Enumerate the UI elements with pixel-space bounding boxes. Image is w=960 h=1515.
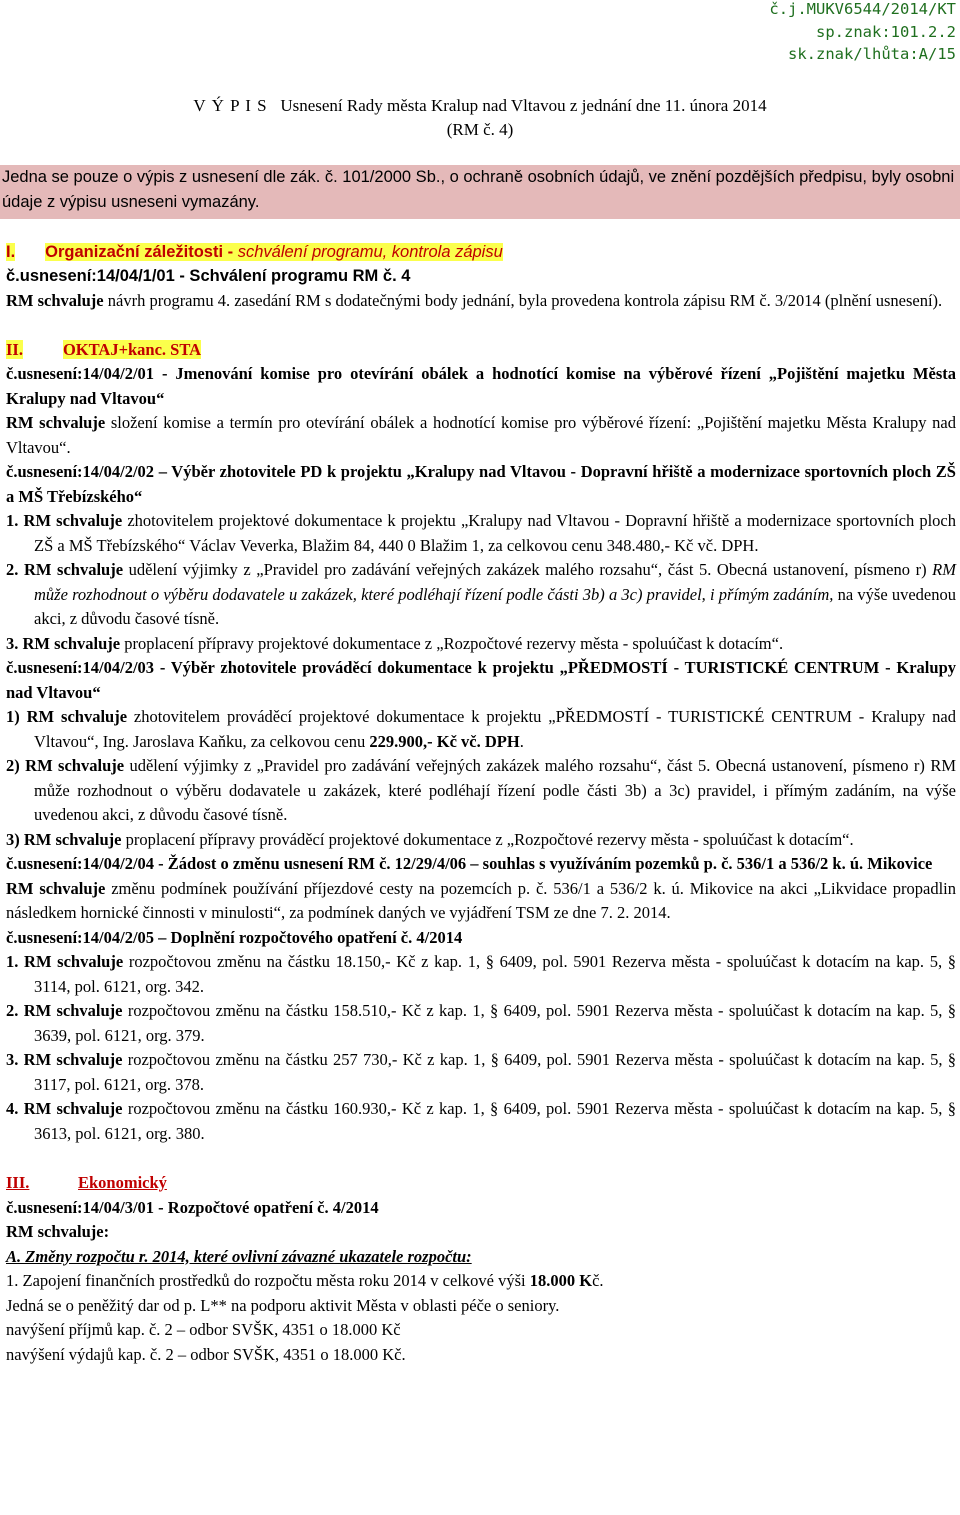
section-1-title: Organizační záležitosti -: [45, 243, 238, 261]
item-lead: 2. RM schvaluje: [6, 560, 124, 579]
item-body: rozpočtovou změnu na částku 160.930,- Kč z kap. 1, § 6409, pol. 5901 Rezerva města - spoluúčast k dotacím na kap. 5, § 3613, pol. 6121, org. 380.: [34, 1099, 956, 1143]
resolution-lead: RM schvaluje: [6, 878, 106, 898]
resolution-3-01-heading: č.usnesení:14/04/3/01 - Rozpočtové opatření č. 4/2014: [6, 1197, 379, 1217]
document-body: [6, 240, 956, 1367]
title-line-1: [0, 94, 960, 118]
item-body-end: na výše uvedenou akci, z důvodu časové tísně.: [34, 584, 956, 628]
section-2-title: OKTAJ+kanc. STA: [62, 340, 202, 359]
item-lead: 3) RM schvaluje: [6, 829, 122, 849]
item-body: rozpočtovou změnu na částku 158.510,- Kč z kap. 1, § 6409, pol. 5901 Rezerva města - spoluúčast k dotacím na kap. 5, § 3639, pol. 6121, org. 379.: [34, 1001, 956, 1045]
title-lead: V Ý P I S: [193, 96, 268, 115]
item-lead: 2. RM schvaluje: [6, 1001, 123, 1020]
section-3-number: III.: [6, 1173, 30, 1192]
budget-changes-subheading: A. Změny rozpočtu r. 2014, které ovlivní závazné ukazatele rozpočtu:: [6, 1246, 472, 1266]
resolution-body: složení komise a termín pro otevírání obálek a hodnotící komise pro výběrové řízení: „Pojištění majetku Města Kralupy nad Vltavou“.: [6, 413, 956, 457]
resolution-1-01-text: [6, 289, 956, 314]
budget-line-4: navýšení výdajů kap. č. 2 – odbor SVŠK, 4351 o 18.000 Kč.: [6, 1344, 406, 1364]
item-price: 229.900,- Kč vč. DPH: [369, 731, 520, 751]
resolution-2-02-item-2: [6, 558, 956, 632]
ref-line-mark: sp.znak:101.2.2: [816, 22, 956, 41]
budget-line-3: navýšení příjmů kap. č. 2 – odbor SVŠK, 4351 o 18.000 Kč: [6, 1320, 401, 1339]
item-lead: 4. RM schvaluje: [6, 1099, 123, 1118]
resolution-2-02-item-1: [6, 509, 956, 558]
resolution-2-05-item-3: [6, 1048, 956, 1097]
item-body: zhotovitelem projektové dokumentace k projektu „Kralupy nad Vltavou - Dopravní hřiště a modernizace sportovních ploch ZŠ a MŠ Třebízského“ Václav Veverka, Blažim 84, 440 0 Blažim 1, za celkovou cenu 348.480,- Kč vč. DPH.: [34, 511, 956, 555]
resolution-lead: RM schvaluje: [6, 290, 104, 310]
item-body: rozpočtovou změnu na částku 257 730,- Kč z kap. 1, § 6409, pol. 5901 Rezerva města - spoluúčast k dotacím na kap. 5, § 3117, pol. 6121, org. 378.: [34, 1050, 956, 1094]
resolution-body: změnu podmínek používání příjezdové cesty na pozemcích p. č. 536/1 a 536/2 k. ú. Mikovice na akci „Likvidace propadlin následkem hornické činnosti v minulosti“, za podmínek daných ve vyjádření TSM ze dne 7. 2. 2014.: [6, 878, 956, 922]
section-1-number: I.: [6, 243, 16, 261]
privacy-notice: Jedna se pouze o výpis z usnesení dle zák. č. 101/2000 Sb., o ochraně osobních údajů, ve znění pozdějších předpisu, byly osobni údaje z výpisu usneseni vymazány.: [0, 165, 960, 219]
resolution-2-05-item-2: [6, 999, 956, 1048]
resolution-body: návrh programu 4. zasedání RM s dodatečnými body jednání, byla provedena kontrola zápisu RM č. 3/2014 (plnění usnesení).: [103, 290, 943, 310]
title-line-2: (RM č. 4): [446, 120, 514, 139]
budget-line-1-end: č.: [592, 1271, 604, 1290]
item-body: proplacení přípravy prováděcí projektové dokumentace z „Rozpočtové rezervy města - spoluúčast k dotacím“.: [121, 829, 854, 849]
resolution-2-01-text: [6, 411, 956, 460]
resolution-2-03-item-2: [6, 754, 956, 828]
section-1-subtitle: schválení programu, kontrola zápisu: [237, 243, 503, 261]
item-body-italic: RM může rozhodnout o výběru dodavatele u zakázek, které podléhají řízení podle části 3b) a 3c) pravidel, i přímým zadáním,: [34, 560, 956, 604]
reference-numbers: [769, 0, 956, 66]
resolution-2-03-item-1: [6, 705, 956, 754]
ref-line-period: sk.znak/lhůta:A/15: [788, 45, 956, 63]
item-lead: 3. RM schvaluje: [6, 1050, 123, 1069]
item-body: proplacení přípravy projektové dokumentace z „Rozpočtové rezervy města - spoluúčast k dotacím“.: [120, 633, 784, 653]
title-text: Usnesení Rady města Kralup nad Vltavou z jednání dne 11. února 2014: [280, 96, 767, 115]
resolution-3-01-lead: RM schvaluje:: [6, 1222, 110, 1241]
section-2-heading: [6, 338, 956, 362]
section-3-heading: [6, 1171, 956, 1196]
resolution-2-05-item-4: [6, 1097, 956, 1146]
resolution-2-01-heading: č.usnesení:14/04/2/01 - Jmenování komise pro otevírání obálek a hodnotící komise na výběrové řízení „Pojištění majetku Města Kralupy nad Vltavou“: [6, 364, 956, 408]
resolution-2-05-heading: č.usnesení:14/04/2/05 – Doplnění rozpočtového opatření č. 4/2014: [6, 927, 463, 947]
budget-line-2: Jedná se o peněžitý dar od p. L** na podporu aktivit Města v oblasti péče o seniory.: [6, 1295, 560, 1315]
item-end: .: [519, 731, 524, 751]
resolution-2-02-item-3: [6, 632, 956, 657]
resolution-2-03-item-3: [6, 828, 956, 853]
item-lead: 1. RM schvaluje: [6, 952, 124, 971]
item-body: rozpočtovou změnu na částku 18.150,- Kč z kap. 1, § 6409, pol. 5901 Rezerva města - spoluúčast k dotacím na kap. 5, § 3114, pol. 6121, org. 342.: [34, 952, 956, 996]
resolution-2-04-text: [6, 877, 956, 926]
section-1-heading: [6, 240, 956, 264]
resolution-1-01-heading: č.usnesení:14/04/1/01 - Schválení programu RM č. 4: [6, 267, 411, 285]
document-title: [0, 94, 960, 142]
budget-line-1-amount: 18.000 K: [529, 1271, 593, 1290]
resolution-lead: RM schvaluje: [6, 413, 106, 432]
item-body: zhotovitelem prováděcí projektové dokumentace k projektu „PŘEDMOSTÍ - TURISTICKÉ CENTRUM - Kralupy nad Vltavou“, Ing. Jaroslava Kaňku, za celkovou cenu: [34, 707, 956, 751]
item-body: udělení výjimky z „Pravidel pro zadávání veřejných zakázek malého rozsahu“, část 5. Obecná ustanovení, písmeno r) RM může rozhodnout o výběru dodavatele u zakázek, které podléhají řízení podle části 3b) a 3c) pravidel, i přímým zadáním, na výše uvedenou akci, z důvodu časové tísně.: [34, 756, 957, 824]
budget-line-1: [6, 1269, 956, 1294]
item-lead: 2) RM schvaluje: [6, 756, 125, 775]
item-lead: 1) RM schvaluje: [6, 707, 128, 726]
resolution-2-05-item-1: [6, 950, 956, 999]
item-lead: 3. RM schvaluje: [6, 633, 121, 653]
section-3-title: Ekonomický: [78, 1173, 167, 1192]
item-body: udělení výjimky z „Pravidel pro zadávání veřejných zakázek malého rozsahu“, část 5. Obecná ustanovení, písmeno r): [123, 560, 933, 579]
ref-line-file: č.j.MUKV6544/2014/KT: [769, 0, 956, 18]
resolution-2-02-heading: č.usnesení:14/04/2/02 – Výběr zhotovitele PD k projektu „Kralupy nad Vltavou - Dopravní hřiště a modernizace sportovních ploch ZŠ a MŠ Třebízského“: [6, 462, 956, 506]
budget-line-1-text: 1. Zapojení finančních prostředků do rozpočtu města roku 2014 v celkové výši: [6, 1271, 530, 1290]
item-lead: 1. RM schvaluje: [6, 511, 123, 530]
section-2-number: II.: [6, 340, 23, 359]
resolution-2-03-heading: č.usnesení:14/04/2/03 - Výběr zhotovitele prováděcí dokumentace k projektu „PŘEDMOSTÍ - TURISTICKÉ CENTRUM - Kralupy nad Vltavou“: [6, 658, 956, 702]
resolution-2-04-heading: č.usnesení:14/04/2/04 - Žádost o změnu usnesení RM č. 12/29/4/06 – souhlas s využíváním pozemků p. č. 536/1 a 536/2 k. ú. Mikovice: [6, 854, 933, 873]
